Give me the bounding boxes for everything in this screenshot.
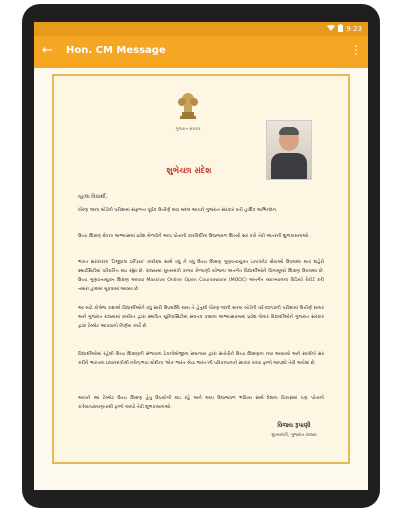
message-card [52, 74, 350, 464]
screen [34, 22, 368, 490]
arrow-left-icon[interactable]: ← [42, 43, 53, 58]
status-time: 9:23 [346, 25, 362, 33]
message-paragraph: વિદ્યાર્થીઓમાં રહેલી ઉચ્ચ શિક્ષણની સંભાવના ટેકનોલોજીના સમન્વય દ્વારા સંતોષીને ઉચ્ચ શિક્ષણના નવા આયામો અને સ્પર્ધાનો સર કરીને ભારતના પ્રધાનમંત્રીશ્રી નરેન્દ્રભાઇ મોદીના 'એક ભારત શ્રેષ્ઠ ભારત'ની પરિકલ્પનાને સાકાર કરવા ફાળો આપશો તેવી અપેક્ષા છે. [78, 352, 324, 366]
message-paragraph: આ માટે કોલેજ કક્ષાએ વિદ્યાર્થીઓને વધુ સારી ઉપલબ્ધિ થાય તે હેતુથી ધોરણ-૧૨ની માન્ય બોર્ડની વર્ષ-૨૦૧૭ની પરીક્ષામાં ઉત્તીર્ણ થનાર અને ગુજરાત રાજ્યમાં કાર્યરત દ્વારા સ્થાપિત યુનિવર્સિટીમાં સ્નાતક કક્ષાના અભ્યાસક્રમમાં પ્રવેશ લેનાર વિદ્યાર્થીઓને ગુજરાત સરકાર દ્વારા ટેબ્લેટ આપવાનો નિર્ણય કર્યો છે. [78, 306, 324, 329]
status-bar [34, 22, 368, 36]
page-title: Hon. CM Message [66, 45, 166, 56]
tablet-frame [22, 4, 380, 508]
cm-photo [266, 120, 312, 180]
wifi-icon [327, 25, 335, 34]
message-paragraph: ઉચ્ચ શિક્ષણ ક્ષેત્રના અભ્યાસમાં પ્રવેશ મેળવીને આપ પોતાની કારકિર્દીના ઉજ્જવળ શિખરો સર કરો તેવી અંતરની શુભકામનાઓ. [78, 234, 310, 239]
battery-icon [338, 24, 343, 34]
app-bar [34, 36, 368, 68]
more-vert-icon[interactable]: ⋮ [350, 43, 362, 57]
message-title: શુભેચ્છા સંદેશ [166, 166, 212, 175]
message-paragraph: ધોરણ ૧૨ના બોર્ડની પરીક્ષામાં સફળતા પૂર્વક ઉત્તીર્ણ થવા બદલ આપને ગુજરાત સરકાર વતી હાર્દિક અભિનંદન. [78, 208, 278, 213]
emblem-icon [174, 90, 202, 124]
signature-designation: મુખ્યમંત્રી, ગુજરાત રાજ્ય [271, 433, 317, 438]
emblem-caption: ગુજરાત સરકાર [175, 126, 201, 131]
message-paragraph: આપને આ ટેબ્લેટ ઉચ્ચ શિક્ષણ હેતુ ઉપયોગી થઇ રહે અને આપ ઉજ્જવળ ભવિષ્ય સાથે દેશના વિકાસમાં પણ પોતાનો કર્તવ્યપરાયણતાથી ફાળો આપો તેવી શુભકામનાઓ. [78, 396, 324, 410]
signature-name: વિજય રૂપાણી [277, 422, 311, 429]
message-paragraph: ભારત સરકારના 'ડિજીટલ ઇન્ડિયા' કાર્યક્રમ સાથે વધુ ને વધુ ઉચ્ચ શિક્ષણ ગુણવત્તાયુક્ત ઇન્ટરનેટ સેવાઓ ઉપલબ્ધ થતાં શહેરો સ્માર્ટસિટીમાં પરિવર્તિત થઇ રહ્યા છે. રાજ્યમાં મુખ્યમંત્રી કન્યા કેળવણી યોજના અંતર્ગત વિદ્યાર્થીઓને વિનામૂલ્યે શિક્ષણ ઉપલબ્ધ છે. ઉચ્ચ ગુણવત્તાયુક્ત શિક્ષણ આપવા Massive Online Open Courseware (MOOC) અંતર્ગત વ્યાખ્યાનના વિડિયો રેકોર્ડ કરી તમારા હાથમાં મૂકવામાં આવ્યા છે. [78, 260, 324, 292]
salutation: વ્હાલા વિદ્યાર્થી, [78, 194, 108, 200]
message-content[interactable] [34, 68, 368, 490]
